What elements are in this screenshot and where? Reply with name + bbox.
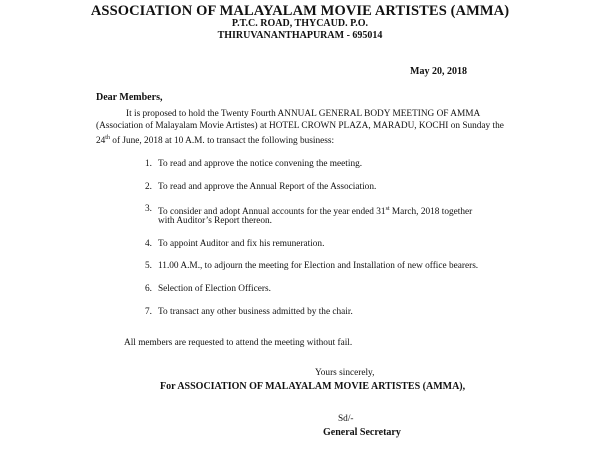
agenda-number: 3. <box>145 204 152 214</box>
agenda-text: Selection of Election Officers. <box>158 284 271 294</box>
yours-sincerely: Yours sincerely, <box>315 368 375 378</box>
agenda-superscript: st <box>385 206 390 212</box>
address-line-2: THIRUVANANTHAPURAM - 695014 <box>217 30 383 41</box>
for-organization-line: For ASSOCIATION OF MALAYALAM MOVIE ARTISTES (AMMA), <box>160 381 466 392</box>
signatory-title: General Secretary <box>323 427 401 438</box>
agenda-number: 1. <box>145 159 152 169</box>
agenda-text: 11.00 A.M., to adjourn the meeting for Election and Installation of new office bearers. <box>158 261 479 271</box>
agenda-text-b: March, 2018 together <box>389 207 473 218</box>
agenda-text: To transact any other business admitted by the chair. <box>158 307 353 317</box>
agenda-text-c: with Auditor’s Report thereon. <box>158 216 272 226</box>
letter-date: May 20, 2018 <box>410 66 467 77</box>
address-line-1: P.T.C. ROAD, THYCAUD. P.O. <box>231 18 369 29</box>
intro-text-part2: of June, 2018 at 10 A.M. to transact the following business: <box>109 136 335 147</box>
agenda-number: 5. <box>145 261 152 271</box>
signed-mark: Sd/- <box>338 414 354 424</box>
agenda-text: To read and approve the Annual Report of the Association. <box>158 182 377 192</box>
closing-line: All members are requested to attend the meeting without fail. <box>124 338 353 348</box>
agenda-text-a: To consider and adopt Annual accounts for the year ended 31 <box>158 207 386 218</box>
agenda-number: 6. <box>145 284 152 294</box>
agenda-number: 7. <box>145 307 152 317</box>
intro-paragraph <box>96 108 506 147</box>
organization-title: ASSOCIATION OF MALAYALAM MOVIE ARTISTES (AMMA) <box>90 3 510 19</box>
agenda-number: 4. <box>145 239 152 249</box>
salutation: Dear Members, <box>96 92 163 103</box>
agenda-text: To read and approve the notice convening the meeting. <box>158 159 363 169</box>
agenda-text: To appoint Auditor and fix his remuneration. <box>158 239 325 249</box>
intro-superscript: th <box>105 135 110 141</box>
agenda-number: 2. <box>145 182 152 192</box>
intro-text-part1: It is proposed to hold the Twenty Fourth ANNUAL GENERAL BODY MEETING OF AMMA (Association of Malayalam Movie Artistes) at HOTEL CROWN PLAZA, MARADU, KOCHI on Sunday the 24 <box>96 109 504 147</box>
